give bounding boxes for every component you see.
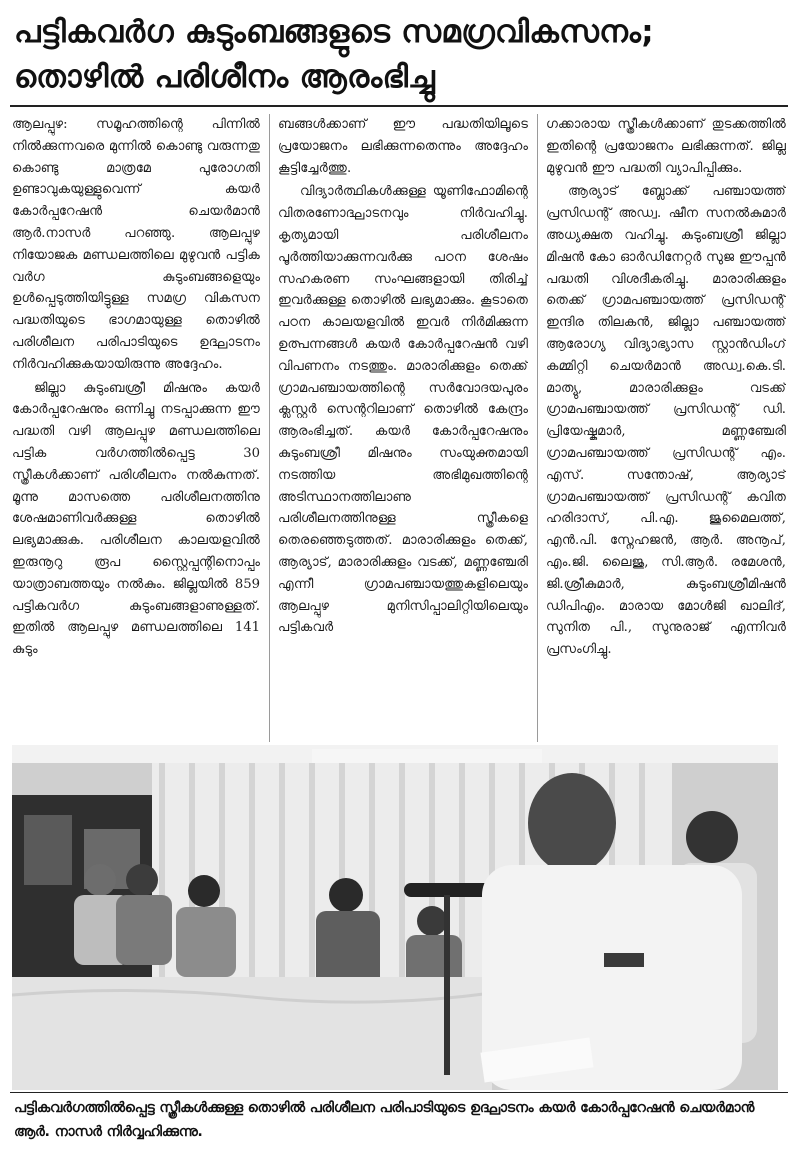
paragraph: വിദ്യാർത്ഥികൾക്കുള്ള യൂണിഫോമിന്റെ വിതരണോദ്ഘാടനവും നിർവഹിച്ചു. കൃത്യമായി പരിശീലനം പൂർത്തിയാക്കുന്നവർക്കു പഠന ശേഷം സഹകരണ സംഘങ്ങളായി തിരിച്ച് ഇവർക്കുള്ള തൊഴിൽ ലഭ്യമാക്കും. കൂടാതെ പഠന കാലയളവിൽ ഇവർ നിർമിക്കുന്ന ഉത്പന്നങ്ങൾ കയർ കോർപ്പറേഷൻ വഴി വിപണനം നടത്തും. മാരാരിക്കുളം തെക്ക് ഗ്രാമപഞ്ചായത്തിന്റെ സർവോദയപുരം ക്ലസ്റ്റർ സെന്ററിലാണ് തൊഴിൽ കേന്ദ്രം ആരംഭിച്ചത്. കയർ കോർപ്പറേഷനും കുടുംബശ്രീ മിഷനും സംയുക്തമായി നടത്തിയ അഭിമുഖത്തിന്റെ അടിസ്ഥാനത്തിലാണു പരിശീലനത്തിനുള്ള സ്ത്രീകളെ തെരഞ്ഞെടുത്തത്. മാരാരിക്കുളം തെക്ക്, ആര്യാട്, മാരാരിക്കുളം വടക്ക്, മണ്ണഞ്ചേരി എന്നീ ഗ്രാമപഞ്ചായത്തുകളിലെയും ആലപ്പുഴ മുനിസിപ്പാലിറ്റിയിലെയും പട്ടികവർ [278, 184, 528, 636]
head-table [12, 977, 492, 1090]
headline-rule [10, 105, 788, 107]
photo-caption: പട്ടികവർഗത്തിൽപ്പെട്ട സ്ത്രീകൾക്കുള്ള തൊഴിൽ പരിശീലന പരിപാടിയുടെ ഉദ്ഘാടനം കയർ കോർപ്പറേഷൻ ചെയർമാൻ ആർ. നാസർ നിർവ്വഹിക്കുന്നു. [14, 1100, 755, 1140]
column-divider [269, 114, 270, 742]
column-divider [537, 114, 538, 742]
photo-rule [10, 1092, 788, 1093]
paragraph: ജില്ലാ കുടുംബശ്രീ മിഷനും കയർ കോർപ്പറേഷനും ഒന്നിച്ചു നടപ്പാക്കുന്ന ഈ പദ്ധതി വഴി ആലപ്പുഴ മണ്ഡലത്തിലെ പട്ടിക വർഗത്തിൽപ്പെട്ട 30 സ്ത്രീകൾക്കാണ് പരിശീലനം നൽകുന്നത്. മൂന്നു മാസത്തെ പരിശീലനത്തിനു ശേഷമാണിവർക്കുള്ള തൊഴിൽ ലഭ്യമാക്കുക. പരിശീലന കാലയളവിൽ ഇരുനൂറു രൂപ സ്റ്റൈപ്പന്റിനൊപ്പം യാത്രാബത്തയും നൽകും. ജില്ലയിൽ 859 പട്ടികവർഗ കുടുംബങ്ങളാണുള്ളത്. ഇതിൽ ആലപ്പുഴ മണ്ഡലത്തിലെ 141 കുടും [12, 380, 260, 658]
headline-line-2: തൊഴിൽ പരിശീനം ആരംഭിച്ചു [14, 59, 436, 95]
photo-illustration [12, 745, 778, 1090]
paragraph: ആര്യാട് ബ്ലോക്ക് പഞ്ചായത്ത് പ്രസിഡന്റ് അഡ്വ. ഷീന സനൽകുമാർ അധ്യക്ഷത വഹിച്ചു. കുടുംബശ്രീ ജില്ലാ മിഷൻ കോ ഓർഡിനേറ്റർ സുജ ഈപ്പൻ പദ്ധതി വിശദീകരിച്ചു. മാരാരിക്കുളം തെക്ക് ഗ്രാമപഞ്ചായത്ത് പ്രസിഡന്റ് ഇന്ദിര തിലകൻ, ജില്ലാ പഞ്ചായത്ത് ആരോഗ്യ വിദ്യാഭ്യാസ സ്റ്റാൻഡിംഗ് കമ്മിറ്റി ചെയർമാൻ അഡ്വ.കെ.ടി. മാത്യു, മാരാരിക്കുളം വടക്ക് ഗ്രാമപഞ്ചായത്ത് പ്രസിഡന്റ് ഡി. പ്രിയേഷ്കുമാർ, മണ്ണഞ്ചേരി ഗ്രാമപഞ്ചായത്ത് പ്രസിഡന്റ് എം. എസ്. സന്തോഷ്, ആര്യാട് ഗ്രാമപഞ്ചായത്ത് പ്രസിഡന്റ് കവിത ഹരിദാസ്, പി.എ. ജുമൈലത്ത്, എൻ.പി. സ്നേഹജൻ, ആർ. അനൂപ്, എം.ജി. ലൈജു, സി.ആർ. രമേശൻ, ജി.ശ്രീകുമാർ, കുടുംബശ്രീമിഷൻ ഡിപിഎം. മാരായ മോൾജി ഖാലിദ്, സുനിത പി., സുനുരാജ് എന്നിവർ പ്രസംഗിച്ചു. [546, 184, 786, 658]
paragraph: ബങ്ങൾക്കാണ് ഈ പദ്ധതിയിലൂടെ പ്രയോജനം ലഭിക്കുന്നതെന്നും അദ്ദേഹം കൂട്ടിച്ചേർത്തു. [278, 117, 528, 176]
headline [14, 10, 786, 100]
article-column-1 [12, 114, 260, 744]
news-photo [12, 745, 778, 1090]
poster-image [24, 815, 72, 885]
headline-line-1: പട്ടികവർഗ കുടുംബങ്ങളുടെ സമഗ്രവികസനം; [14, 14, 654, 50]
paragraph: ആലപ്പുഴ: സമൂഹത്തിന്റെ പിന്നിൽ നിൽക്കുന്നവരെ മുന്നിൽ കൊണ്ടു വരുന്നതു കൊണ്ടു മാത്രമേ പുരോഗതി ഉണ്ടാവുകയുള്ളുവെന്ന് കയർ കോർപ്പറേഷൻ ചെയർമാൻ ആർ.നാസർ പറഞ്ഞു. ആലപ്പുഴ നിയോജക മണ്ഡലത്തിലെ മുഴുവൻ പട്ടിക വർഗ കുടുംബങ്ങളെയും ഉൾപ്പെടുത്തിയിട്ടുള്ള സമഗ്ര വികസന പദ്ധതിയുടെ ഭാഗമായുള്ള തൊഴിൽ പരിശീലന പരിപാടിയുടെ ഉദ്ഘാടനം നിർവഹിക്കുകയായിരുന്നു അദ്ദേഹം. [12, 117, 260, 372]
article-column-2 [278, 114, 528, 744]
paragraph: ഗക്കാരായ സ്ത്രീകൾക്കാണ് തുടക്കത്തിൽ ഇതിന്റെ പ്രയോജനം ലഭിക്കുന്നത്. ജില്ല മുഴുവൻ ഈ പദ്ധതി വ്യാപിപ്പിക്കും. [546, 117, 786, 176]
article-column-3 [546, 114, 786, 744]
